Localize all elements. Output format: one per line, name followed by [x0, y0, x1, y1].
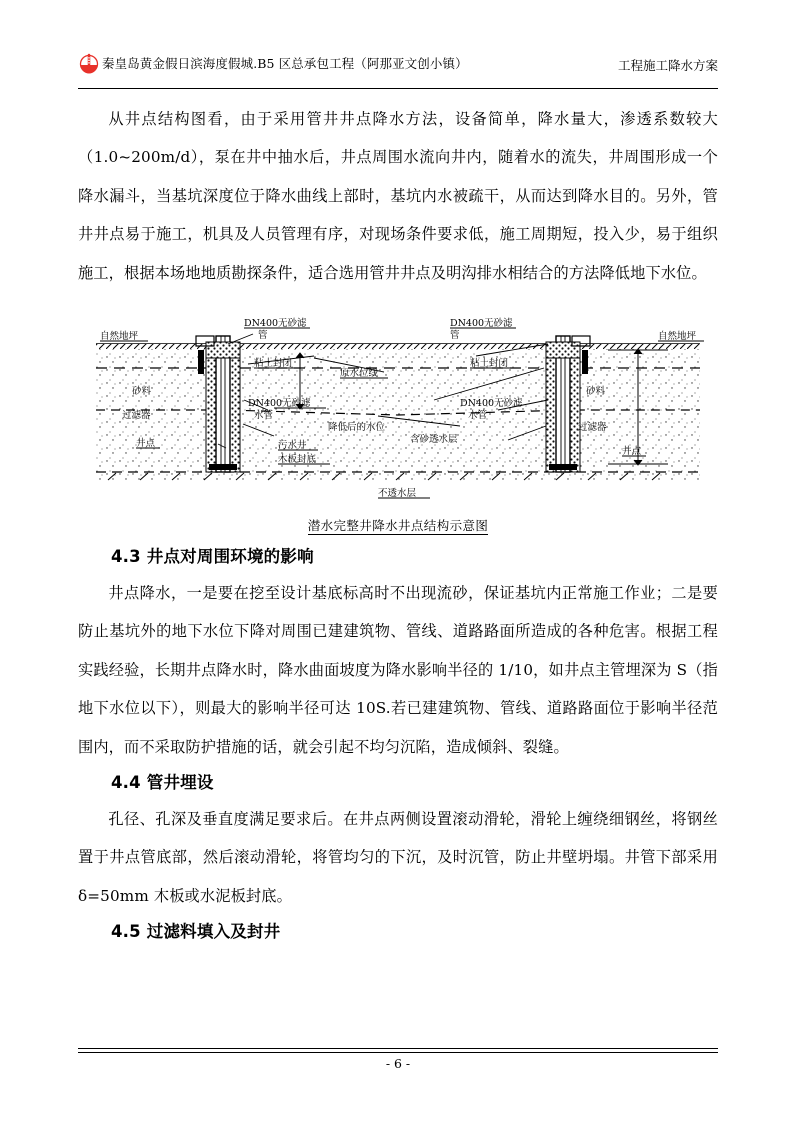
- figure-label-sand-left: 砂料: [132, 386, 152, 398]
- figure-label-sand-right: 砂料: [586, 386, 606, 398]
- page-header: [78, 52, 718, 90]
- figure-drawing: [78, 314, 718, 514]
- paragraph-environment-impact: 井点降水，一是要在挖至设计基底标高时不出现流砂，保证基坑内正常施工作业；二是要防止基坑外的地下水位下降对周围已建建筑物、管线、道路路面所造成的各种危害。根据工程实践经验，长期井点降水时，降水曲面坡度为降水影响半径的 1/10，如井点主管埋深为 S（指地下水位以下），则最大的影响半径可达 10S.若已建建筑物、管线、道路路面位于影响半径范围内，而不采取防护措施的话，就会引起不均匀沉陷，造成倾斜、裂缝。: [78, 584, 718, 756]
- figure-label-pipe-mid-left-2: 水管: [254, 410, 274, 422]
- document-content: [78, 100, 718, 949]
- footer-divider-top: [78, 1048, 718, 1049]
- section-heading-4-3: 4.3 井点对周围环境的影响: [111, 547, 314, 567]
- figure-label-pipe-mid-left: DN400无砂滤: [248, 398, 311, 410]
- figure-label-lowered-water-level: 降低后的水位: [328, 422, 386, 434]
- figure-label-ground-right: 自然地坪: [658, 331, 697, 343]
- figure-label-filter-right: 过滤器: [578, 422, 607, 434]
- figure-label-pipe-mid-right: DN400无砂滤: [460, 398, 523, 410]
- figure-label-pipe-top-left: DN400无砂滤: [244, 318, 307, 330]
- footer-divider-bottom: [78, 1052, 718, 1053]
- figure-label-ground-left: 自然地坪: [100, 331, 139, 343]
- figure-label-wellpoint-left: 井点: [136, 438, 156, 450]
- figure-label-pipe-top-left-2: 管: [258, 330, 268, 342]
- header-project-title: 秦皇岛黄金假日滨海度假城.B5 区总承包工程（阿那亚文创小镇）: [102, 56, 468, 71]
- figure-label-filter-left: 过滤器: [122, 410, 151, 422]
- header-row: [78, 52, 718, 74]
- header-divider: [78, 88, 718, 89]
- company-seal-icon: [78, 52, 100, 74]
- footer-page-number: - 6 -: [385, 1056, 411, 1071]
- figure-label-board-seal: 木板封底: [278, 454, 317, 466]
- figure-well-point-structure: [78, 314, 718, 534]
- section-heading-4-5: 4.5 过滤料填入及封井: [111, 922, 281, 942]
- figure-label-original-water-level: 原水位线: [340, 368, 379, 380]
- section-heading-4-4: 4.4 管井埋设: [111, 773, 214, 793]
- figure-label-sump: 污水井: [278, 440, 307, 452]
- figure-label-pipe-top-right: DN400无砂滤: [450, 318, 513, 330]
- figure-caption-text: 潜水完整井降水井点结构示意图: [307, 518, 489, 534]
- paragraph-intro: 从井点结构图看，由于采用管井井点降水方法，设备简单，降水量大，渗透系数较大（1.0~200m/d），泵在井中抽水后，井点周围水流向井内，随着水的流失，井周围形成一个降水漏斗，当基坑深度位于降水曲线上部时，基坑内水被疏干，从而达到降水目的。另外，管井井点易于施工，机具及人员管理有序，对现场条件要求低，施工周期短，投入少，易于组织施工，根据本场地地质勘探条件，适合选用管井井点及明沟排水相结合的方法降低地下水位。: [78, 110, 718, 282]
- header-left-group: [78, 52, 468, 74]
- figure-label-pipe-top-right-2: 管: [450, 330, 460, 342]
- figure-label-wellpoint-right: 井点: [622, 446, 642, 458]
- figure-label-aquifer: 含砂透水层: [410, 434, 458, 446]
- figure-caption: [78, 516, 718, 534]
- header-document-title: 工程施工降水方案: [617, 58, 718, 73]
- figure-label-aquiclude: 不透水层: [378, 488, 417, 500]
- figure-label-pipe-mid-right-2: 水管: [468, 410, 488, 422]
- figure-label-clay-right: 粘土封闭: [470, 358, 509, 370]
- paragraph-well-installation: 孔径、孔深及垂直度满足要求后。在井点两侧设置滚动滑轮，滑轮上缠绕细钢丝，将钢丝置于井点管底部，然后滚动滑轮，将管均匀的下沉，及时沉管，防止井壁坍塌。井管下部采用δ=50mm 木板或水泥板封底。: [78, 810, 718, 905]
- figure-label-clay-left: 粘土封闭: [254, 358, 293, 370]
